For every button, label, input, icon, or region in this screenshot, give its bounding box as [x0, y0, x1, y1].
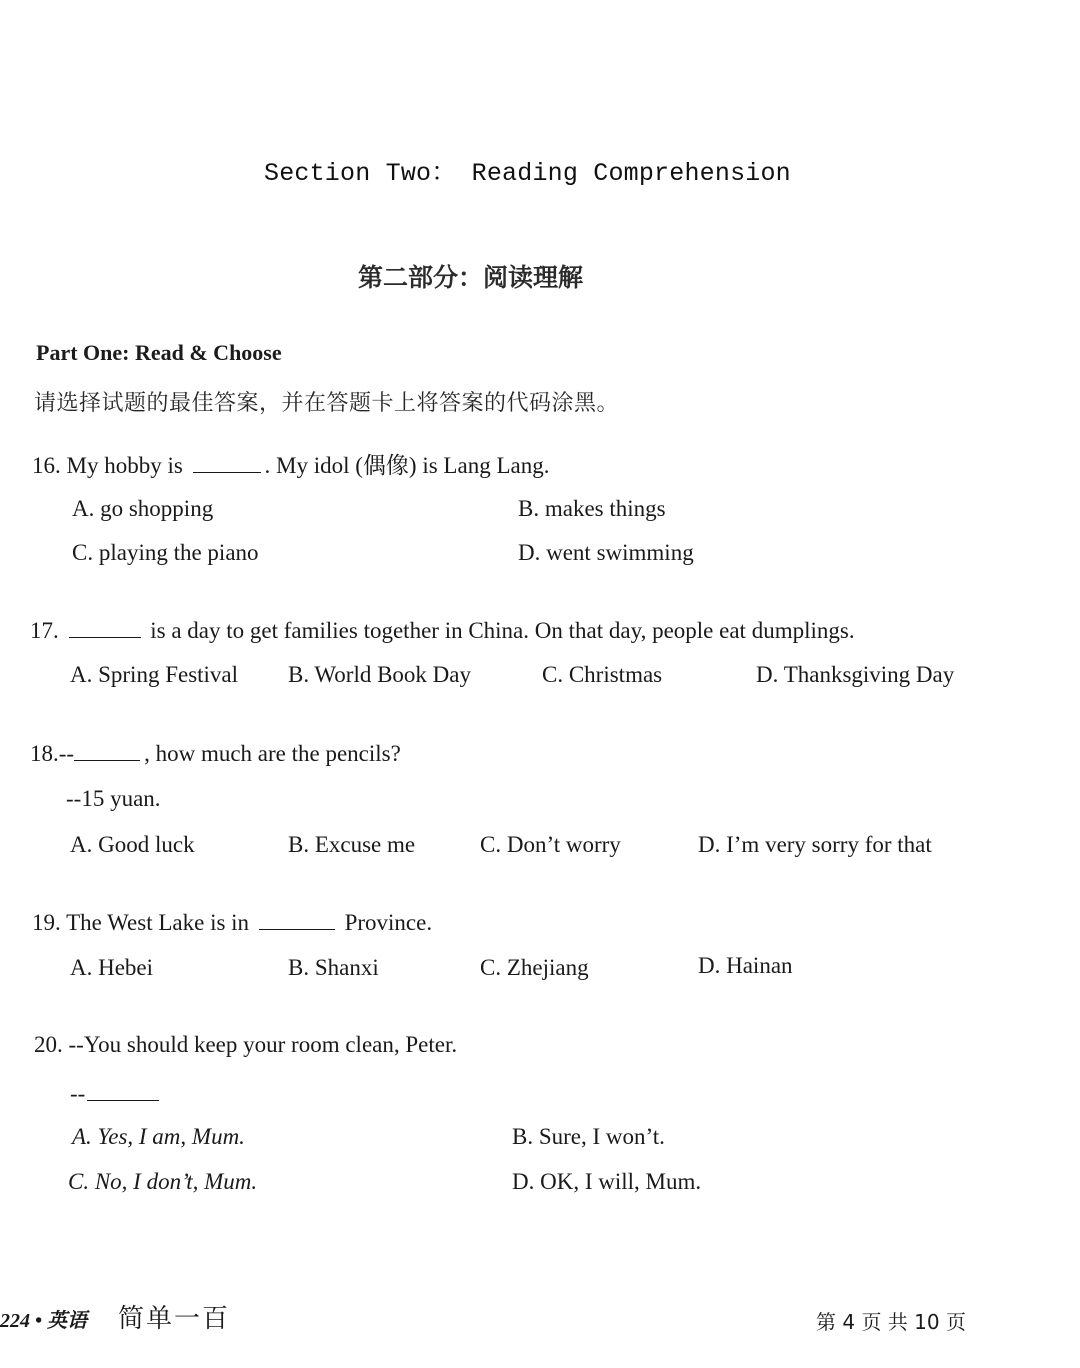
answer-blank	[193, 452, 261, 473]
question-number: 17.	[30, 618, 59, 643]
page-number: 第 4 页 共 10 页	[816, 1310, 966, 1334]
question-number: 19.	[32, 910, 61, 935]
option-19-b: B. Shanxi	[288, 955, 379, 980]
stem-text: My hobby is	[66, 453, 183, 478]
option-20-a: A. Yes, I am, Mum.	[72, 1124, 245, 1149]
option-19-c: C. Zhejiang	[480, 955, 589, 980]
stem-text: . My idol (偶像) is Lang Lang.	[264, 453, 550, 478]
part-title: Part One: Read & Choose	[36, 340, 282, 365]
option-16-b: B. makes things	[518, 496, 666, 521]
option-17-c: C. Christmas	[542, 662, 663, 687]
question-number: 20.	[34, 1032, 63, 1057]
option-17-b: B. World Book Day	[288, 662, 472, 687]
stem-text: is a day to get families together in China. On that day, people eat dumplings.	[150, 618, 855, 643]
question-17-stem	[30, 617, 855, 644]
option-17-d: D. Thanksgiving Day	[756, 662, 955, 687]
stem-text: The West Lake is in	[66, 910, 250, 935]
option-17-a: A. Spring Festival	[70, 662, 239, 687]
question-18-stem	[30, 740, 401, 767]
question-number: 18.	[30, 741, 59, 766]
question-20-reply	[70, 1080, 163, 1107]
option-20-d: D. OK, I will, Mum.	[512, 1169, 702, 1194]
reply-dash: --	[70, 1081, 86, 1106]
stem-text: Province.	[344, 910, 433, 935]
question-18-reply: --15 yuan.	[66, 786, 161, 811]
answer-blank	[259, 909, 335, 930]
question-16-stem	[32, 447, 549, 480]
option-18-c: C. Don’t worry	[480, 832, 621, 857]
answer-blank	[69, 617, 141, 638]
option-20-b: B. Sure, I won’t.	[512, 1124, 665, 1149]
footer-brand: 简单一百	[118, 1304, 231, 1334]
option-18-b: B. Excuse me	[288, 832, 416, 857]
answer-blank	[87, 1080, 159, 1101]
footer-left	[0, 1298, 230, 1335]
question-number: 16.	[32, 453, 61, 478]
option-19-d: D. Hainan	[698, 953, 793, 978]
answer-blank	[74, 740, 140, 761]
option-16-d: D. went swimming	[518, 540, 694, 565]
question-19-stem	[32, 909, 432, 936]
footer-code: 224 • 英语	[0, 1310, 88, 1332]
chinese-section-title: 第二部分：阅读理解	[358, 263, 584, 292]
option-20-c: C. No, I don’t, Mum.	[68, 1169, 258, 1194]
instruction-text: 请选择试题的最佳答案，并在答题卡上将答案的代码涂黑。	[34, 391, 620, 416]
stem-text: , how much are the pencils?	[144, 741, 401, 766]
option-16-c: C. playing the piano	[72, 540, 259, 565]
option-18-a: A. Good luck	[70, 832, 195, 857]
option-18-d: D. I’m very sorry for that	[698, 832, 932, 857]
option-16-a: A. go shopping	[72, 496, 214, 521]
stem-text: --You should keep your room clean, Peter.	[68, 1032, 458, 1057]
stem-text: --	[58, 741, 75, 766]
section-title: Section Two： Reading Comprehension	[264, 159, 791, 188]
option-19-a: A. Hebei	[70, 955, 154, 980]
question-20-stem	[34, 1032, 457, 1058]
